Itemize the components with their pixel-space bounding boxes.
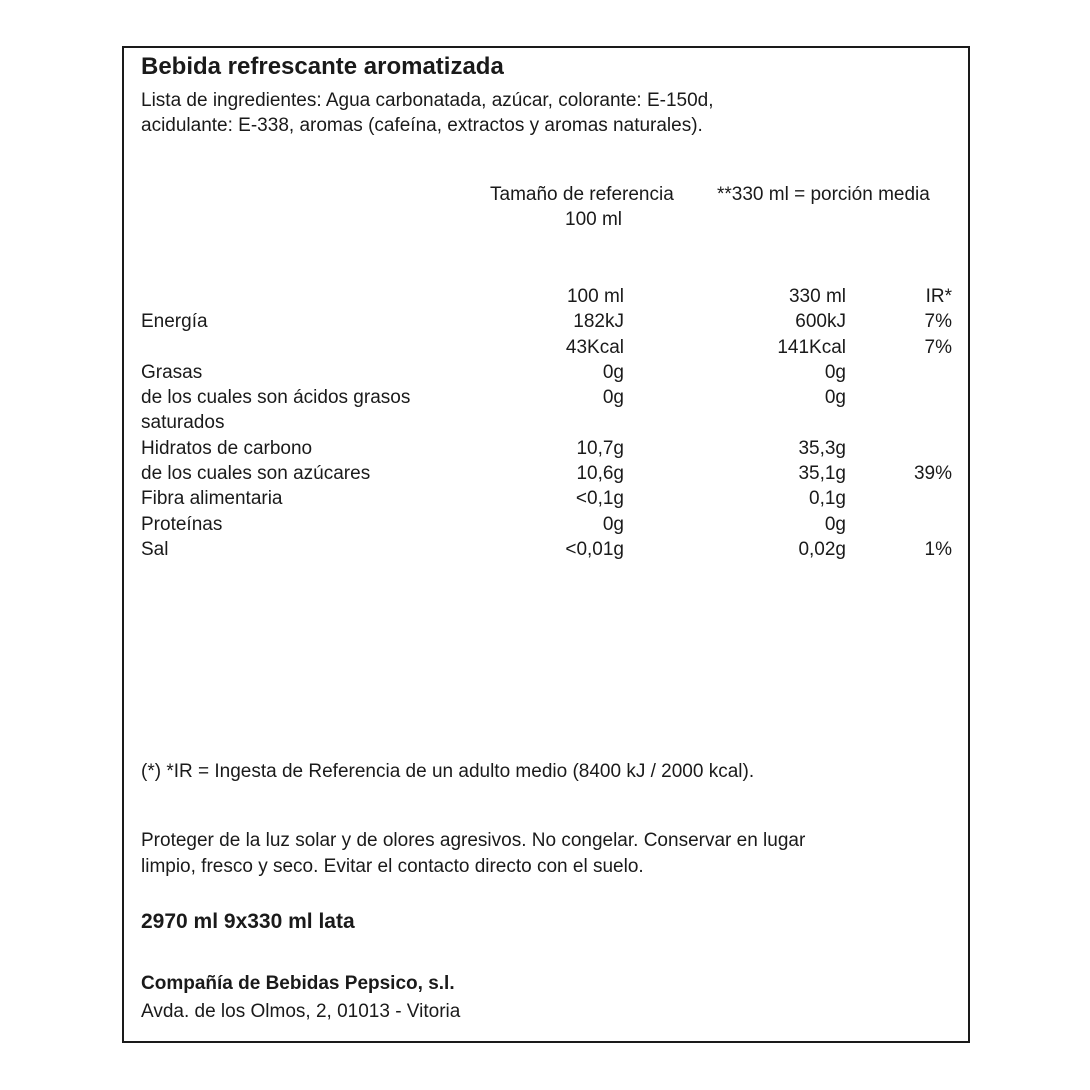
value-100ml: 10,6g — [576, 463, 624, 485]
value-100ml: 0g — [602, 361, 624, 383]
ingredients-list — [141, 88, 714, 138]
nutrient-name: Hidratos de carbono — [141, 437, 313, 459]
value-330ml: 141Kcal — [777, 336, 846, 358]
nutrient-name: Proteínas — [141, 513, 223, 535]
nutrient-name: Energía — [141, 311, 208, 333]
reference-amount-label: 100 ml — [565, 209, 623, 230]
product-title: Bebida refrescante aromatizada — [141, 53, 504, 80]
ir-footnote: (*) *IR = Ingesta de Referencia de un adulto medio (8400 kJ / 2000 kcal). — [141, 761, 755, 782]
nutrient-name: Grasas — [141, 361, 203, 383]
reference-size-label: Tamaño de referencia — [490, 184, 674, 205]
ingredients-line-2: acidulante: E-338, aromas (cafeína, extractos y aromas naturales). — [141, 115, 703, 136]
company-address: Avda. de los Olmos, 2, 01013 - Vitoria — [141, 1001, 461, 1022]
value-330ml: 0g — [824, 513, 846, 535]
value-ir: 39% — [913, 463, 952, 485]
storage-line-2: limpio, fresco y seco. Evitar el contacto directo con el suelo. — [141, 856, 644, 877]
value-ir: 7% — [924, 311, 952, 333]
nutrition-row-saturated-fat-cont — [124, 410, 972, 435]
value-100ml: <0,01g — [565, 538, 624, 560]
value-100ml: 0g — [602, 387, 624, 409]
nutrient-name: Fibra alimentaria — [141, 488, 283, 510]
column-header-100ml: 100 ml — [566, 286, 624, 307]
nutrition-row-protein — [124, 512, 972, 537]
nutrition-row-sugars — [124, 461, 972, 486]
pack-size: 2970 ml 9x330 ml lata — [141, 910, 355, 933]
nutrition-row-saturated-fat — [124, 385, 972, 410]
nutrient-name: saturados — [141, 412, 225, 434]
nutrition-table — [124, 284, 972, 562]
value-330ml: 0g — [824, 361, 846, 383]
value-100ml: 10,7g — [576, 437, 624, 459]
nutrient-name: de los cuales son azúcares — [141, 463, 371, 485]
nutrition-row-salt — [124, 537, 972, 562]
portion-label: **330 ml = porción media — [717, 184, 930, 205]
nutrition-row-fibre — [124, 486, 972, 511]
value-330ml: 35,3g — [798, 437, 846, 459]
nutrition-row-energy-kj — [124, 309, 972, 334]
value-330ml: 0g — [824, 387, 846, 409]
nutrition-label — [122, 46, 970, 1043]
column-header-ir: IR* — [925, 286, 952, 307]
ingredients-line-1: Lista de ingredientes: Agua carbonatada, azúcar, colorante: E-150d, — [141, 90, 714, 111]
value-330ml: 0,02g — [798, 538, 846, 560]
nutrition-header-row — [124, 284, 972, 309]
value-330ml: 0,1g — [809, 488, 846, 510]
value-ir: 7% — [924, 336, 952, 358]
nutrient-name: Sal — [141, 538, 169, 560]
value-ir: 1% — [924, 538, 952, 560]
storage-line-1: Proteger de la luz solar y de olores agresivos. No congelar. Conservar en lugar — [141, 830, 806, 851]
nutrient-name: de los cuales son ácidos grasos — [141, 387, 411, 409]
value-100ml: 0g — [602, 513, 624, 535]
nutrition-row-fat — [124, 360, 972, 385]
column-header-330ml: 330 ml — [788, 286, 846, 307]
company-name: Compañía de Bebidas Pepsico, s.l. — [141, 973, 455, 994]
value-100ml: <0,1g — [575, 488, 624, 510]
value-100ml: 43Kcal — [565, 336, 624, 358]
value-330ml: 600kJ — [795, 311, 846, 333]
value-100ml: 182kJ — [573, 311, 624, 333]
value-330ml: 35,1g — [798, 463, 846, 485]
nutrition-row-carbohydrates — [124, 436, 972, 461]
storage-instructions — [141, 828, 805, 880]
nutrition-row-energy-kcal — [124, 335, 972, 360]
